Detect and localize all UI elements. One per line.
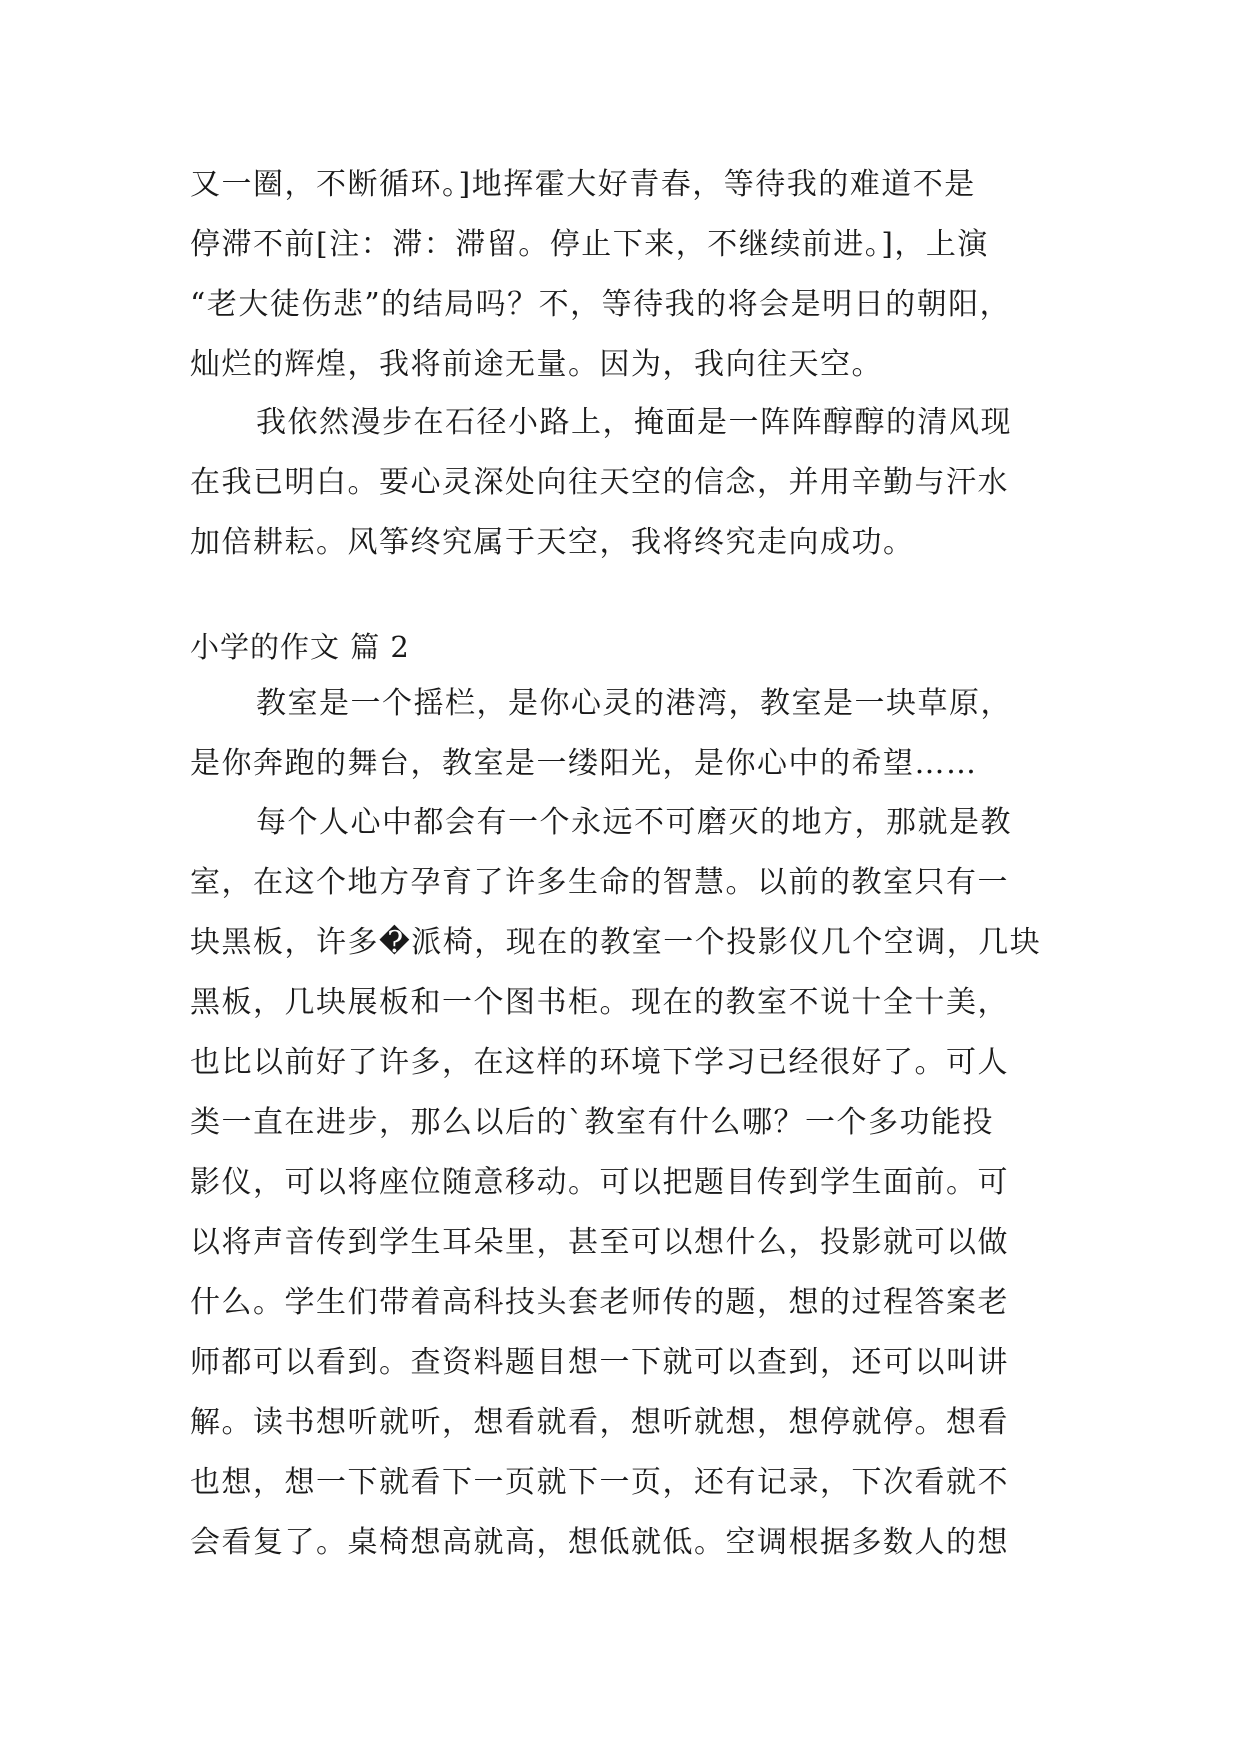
paragraph-conclusion	[190, 393, 1050, 573]
paragraph-intro	[190, 674, 1050, 794]
text-line: 块黑板，许多�派椅，现在的教室一个投影仪几个空调，几块	[190, 925, 1042, 960]
text-line: 以将声音传到学生耳朵里，甚至可以想什么，投影就可以做	[190, 1225, 1009, 1260]
text-line: 加倍耕耘。风筝终究属于天空，我将终究走向成功。	[190, 525, 915, 560]
paragraph-body	[190, 793, 1050, 1573]
text-line: 会看复了。桌椅想高就高，想低就低。空调根据多数人的想	[190, 1525, 1009, 1560]
text-line: 什么。学生们带着高科技头套老师传的题，想的过程答案老	[190, 1285, 1009, 1320]
text-line: 灿烂的辉煌，我将前途无量。因为，我向往天空。	[190, 347, 883, 382]
text-line: 解。读书想听就听，想看就看，想听就想，想停就停。想看	[190, 1405, 1009, 1440]
paragraph-continued	[190, 155, 1050, 395]
text-line: 影仪，可以将座位随意移动。可以把题目传到学生面前。可	[190, 1165, 1009, 1200]
text-line: 我依然漫步在石径小路上，掩面是一阵阵醇醇的清风现	[256, 405, 1012, 440]
text-line: 又一圈，不断循环。]地挥霍大好青春，等待我的难道不是	[190, 167, 976, 202]
text-line: 室，在这个地方孕育了许多生命的智慧。以前的教室只有一	[190, 865, 1009, 900]
text-line: 停滞不前[注：滞：滞留。停止下来，不继续前进。]，上演	[190, 227, 989, 262]
section-heading	[190, 617, 1050, 677]
section-title: 小学的作文 篇 2	[190, 630, 410, 664]
text-line: “老大徒伤悲”的结局吗？不，等待我的将会是明日的朝阳，	[190, 287, 1012, 322]
text-line: 在我已明白。要心灵深处向往天空的信念，并用辛勤与汗水	[190, 465, 1009, 500]
text-line: 类一直在进步，那么以后的`教室有什么哪？一个多功能投	[190, 1105, 994, 1140]
text-line: 是你奔跑的舞台，教室是一缕阳光，是你心中的希望……	[190, 746, 978, 781]
text-line: 也想，想一下就看下一页就下一页，还有记录，下次看就不	[190, 1465, 1009, 1500]
text-line: 师都可以看到。查资料题目想一下就可以查到，还可以叫讲	[190, 1345, 1009, 1380]
text-line: 教室是一个摇栏，是你心灵的港湾，教室是一块草原，	[256, 686, 1012, 721]
text-line: 也比以前好了许多，在这样的环境下学习已经很好了。可人	[190, 1045, 1009, 1080]
text-line: 每个人心中都会有一个永远不可磨灭的地方，那就是教	[256, 805, 1012, 840]
text-line: 黑板，几块展板和一个图书柜。现在的教室不说十全十美，	[190, 985, 1009, 1020]
